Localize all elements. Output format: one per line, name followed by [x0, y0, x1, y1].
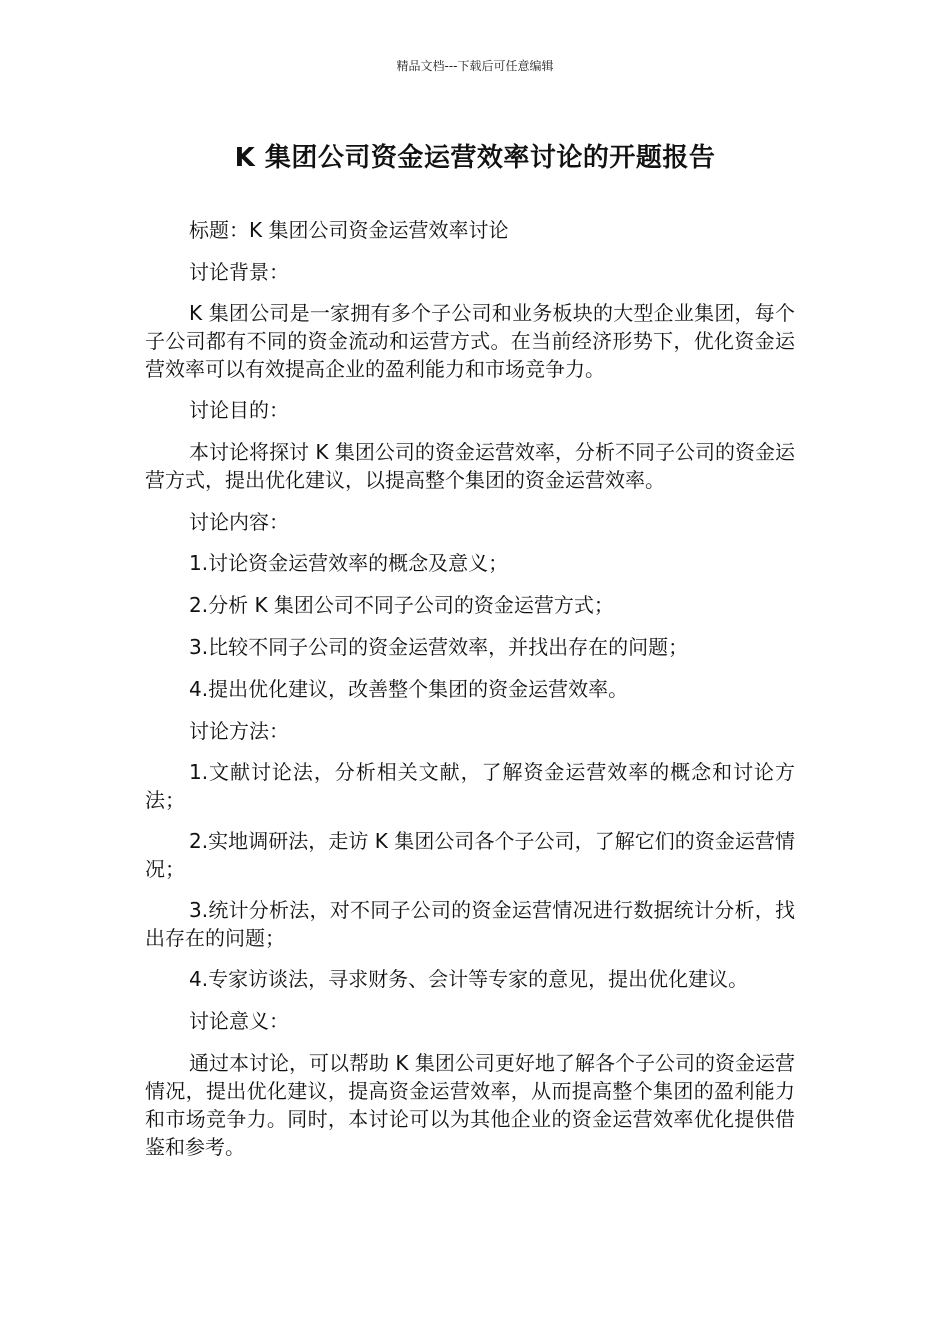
method-item-2: 2.实地调研法，走访 K 集团公司各个子公司，了解它们的资金运营情况；	[145, 829, 795, 881]
heading-background: 讨论背景：	[189, 260, 289, 284]
paragraph-significance: 通过本讨论，可以帮助 K 集团公司更好地了解各个子公司的资金运营情况，提出优化建议，提高资金运营效率，从而提高整个集团的盈利能力和市场竞争力。同时，本讨论可以为其他企业的资金运营效率优化提供借鉴和参考。	[145, 1051, 795, 1159]
method-item-3: 3.统计分析法，对不同子公司的资金运营情况进行数据统计分析，找出存在的问题；	[145, 898, 795, 950]
heading-content: 讨论内容：	[189, 510, 289, 534]
paragraph-background: K 集团公司是一家拥有多个子公司和业务板块的大型企业集团，每个子公司都有不同的资金流动和运营方式。在当前经济形势下，优化资金运营效率可以有效提高企业的盈利能力和市场竞争力。	[145, 301, 795, 381]
paragraph-subject: 标题：K 集团公司资金运营效率讨论	[189, 218, 509, 242]
paragraph-purpose: 本讨论将探讨 K 集团公司的资金运营效率，分析不同子公司的资金运营方式，提出优化建议，以提高整个集团的资金运营效率。	[145, 440, 795, 492]
content-item-1: 1.讨论资金运营效率的概念及意义；	[189, 551, 509, 575]
heading-method: 讨论方法：	[189, 719, 289, 743]
content-item-2: 2.分析 K 集团公司不同子公司的资金运营方式；	[189, 593, 614, 617]
heading-purpose: 讨论目的：	[189, 398, 289, 422]
content-item-4: 4.提出优化建议，改善整个集团的资金运营效率。	[189, 677, 629, 701]
heading-significance: 讨论意义：	[189, 1009, 289, 1033]
method-item-4: 4.专家访谈法，寻求财务、会计等专家的意见，提出优化建议。	[189, 967, 749, 991]
document-title: K 集团公司资金运营效率讨论的开题报告	[234, 143, 716, 173]
method-item-1: 1.文献讨论法，分析相关文献，了解资金运营效率的概念和讨论方法；	[145, 760, 795, 812]
content-item-3: 3.比较不同子公司的资金运营效率，并找出存在的问题；	[189, 635, 689, 659]
header-note: 精品文档---下载后可任意编辑	[396, 59, 554, 73]
